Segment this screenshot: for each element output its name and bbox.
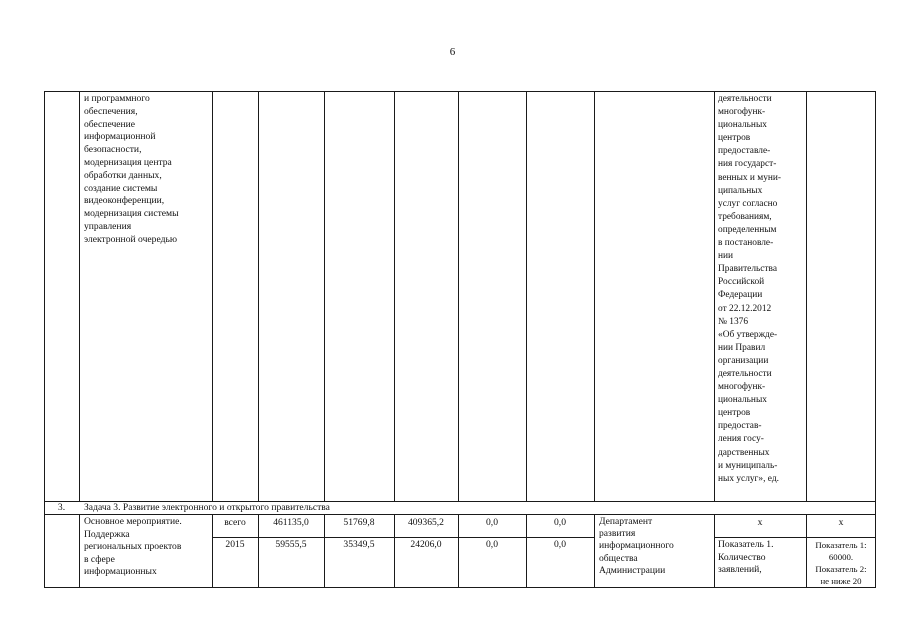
period-2015: 2015 xyxy=(225,539,245,550)
indicator-2015: Показатель 1. Количество заявлений, xyxy=(718,539,774,576)
value-2015: Показатель 1: 60000. Показатель 2: не ниже 20 xyxy=(815,540,867,586)
event-executor: Департамент развития информационного общества Администрации xyxy=(599,516,674,576)
local-total: 0,0 xyxy=(486,517,498,528)
col-line xyxy=(258,91,259,501)
federal-2015: 35349,5 xyxy=(343,539,375,550)
col-line xyxy=(394,91,395,501)
program-table xyxy=(44,91,876,588)
col-line xyxy=(806,91,807,501)
other-2015: 0,0 xyxy=(554,539,566,550)
table-border-top xyxy=(44,91,876,92)
continued-description: и программного обеспечения, обеспечение информационной безопасности, модернизация центра обработки данных, создание системы видеоконференции, модернизация системы управления электронной очередью xyxy=(84,93,179,245)
col-line xyxy=(526,91,527,501)
sum-total: 461135,0 xyxy=(273,517,309,528)
period-total: всего xyxy=(224,517,246,528)
col-line xyxy=(212,91,213,501)
col-line xyxy=(324,91,325,501)
col-line xyxy=(594,514,595,588)
task-title: Задача 3. Развитие электронного и открытого правительства xyxy=(84,502,330,513)
event-subrow-line xyxy=(212,537,594,538)
regional-2015: 24206,0 xyxy=(410,539,442,550)
event-description: Основное мероприятие. Поддержка региональных проектов в сфере информационных xyxy=(84,516,182,578)
col-line xyxy=(594,91,595,501)
event-row-top-line xyxy=(44,514,876,515)
sum-2015: 59555,5 xyxy=(275,539,307,550)
task-number: 3. xyxy=(57,502,66,513)
col-line xyxy=(875,91,876,588)
col-line xyxy=(714,91,715,501)
col-line xyxy=(79,514,80,588)
indicator-total: х xyxy=(757,517,763,528)
event-subrow-line-right xyxy=(714,537,876,538)
col-line xyxy=(458,91,459,501)
other-total: 0,0 xyxy=(554,517,566,528)
value-total: х xyxy=(838,517,844,528)
table-border-bottom xyxy=(44,587,876,588)
page-number: 6 xyxy=(449,46,456,58)
federal-total: 51769,8 xyxy=(343,517,375,528)
regional-total: 409365,2 xyxy=(408,517,444,528)
continued-indicator: деятельности многофунк- циональных центров предоставле- ния государст- венных и муни- ципальных услуг согласно требованиям, определенным в постановле- нии Правительства Российской Федерации от 22.12.2012 № 1376 «Об утвержде- нии Правил организации деятельности многофунк- циональных центров предостав- ления госу- дарственных и муниципаль- ных услуг», ед. xyxy=(718,94,782,484)
local-2015: 0,0 xyxy=(486,539,498,550)
col-line xyxy=(79,91,80,501)
